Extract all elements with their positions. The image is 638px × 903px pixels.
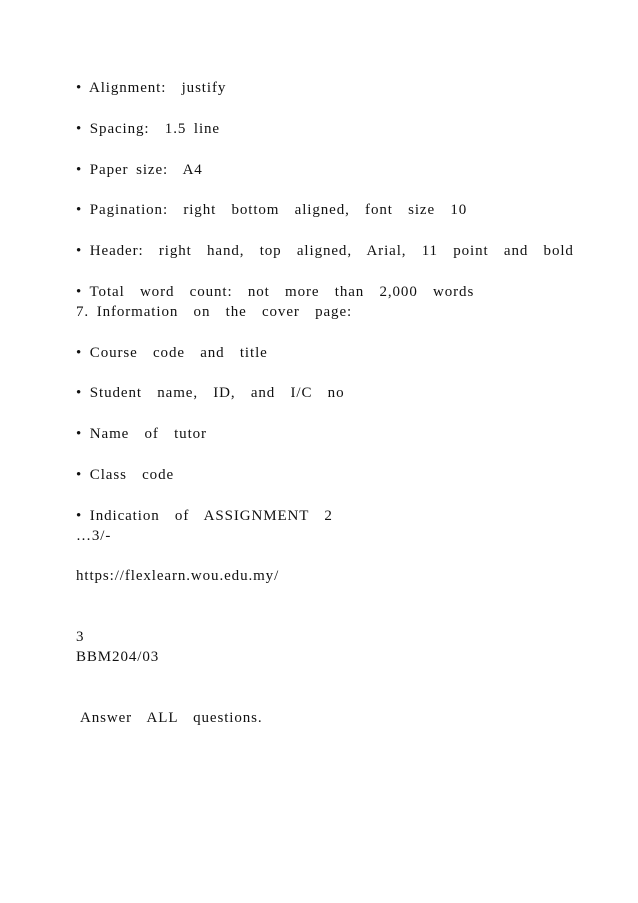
cover-item-assignment: • Indication of ASSIGNMENT 2	[76, 508, 333, 524]
bullet-alignment: • Alignment: justify	[76, 80, 227, 96]
cover-item-tutor: • Name of tutor	[76, 426, 207, 442]
course-code: BBM204/03	[76, 649, 160, 665]
bullet-header: • Header: right hand, top aligned, Arial, 11 point and bold	[76, 243, 574, 259]
bullet-spacing: • Spacing: 1.5 line	[76, 121, 220, 137]
bullet-paper-size: • Paper size: A4	[76, 162, 203, 178]
page-continuation-marker: …3/-	[76, 528, 112, 544]
source-url: https://flexlearn.wou.edu.my/	[76, 568, 280, 584]
cover-item-student: • Student name, ID, and I/C no	[76, 385, 345, 401]
bullet-pagination: • Pagination: right bottom aligned, font size 10	[76, 202, 468, 218]
page-number: 3	[76, 629, 85, 645]
bullet-word-count: • Total word count: not more than 2,000 words	[76, 284, 475, 300]
cover-page-heading: 7. Information on the cover page:	[76, 304, 353, 320]
cover-item-class-code: • Class code	[76, 467, 175, 483]
instruction-text: Answer ALL questions.	[80, 710, 263, 726]
cover-item-course: • Course code and title	[76, 345, 268, 361]
